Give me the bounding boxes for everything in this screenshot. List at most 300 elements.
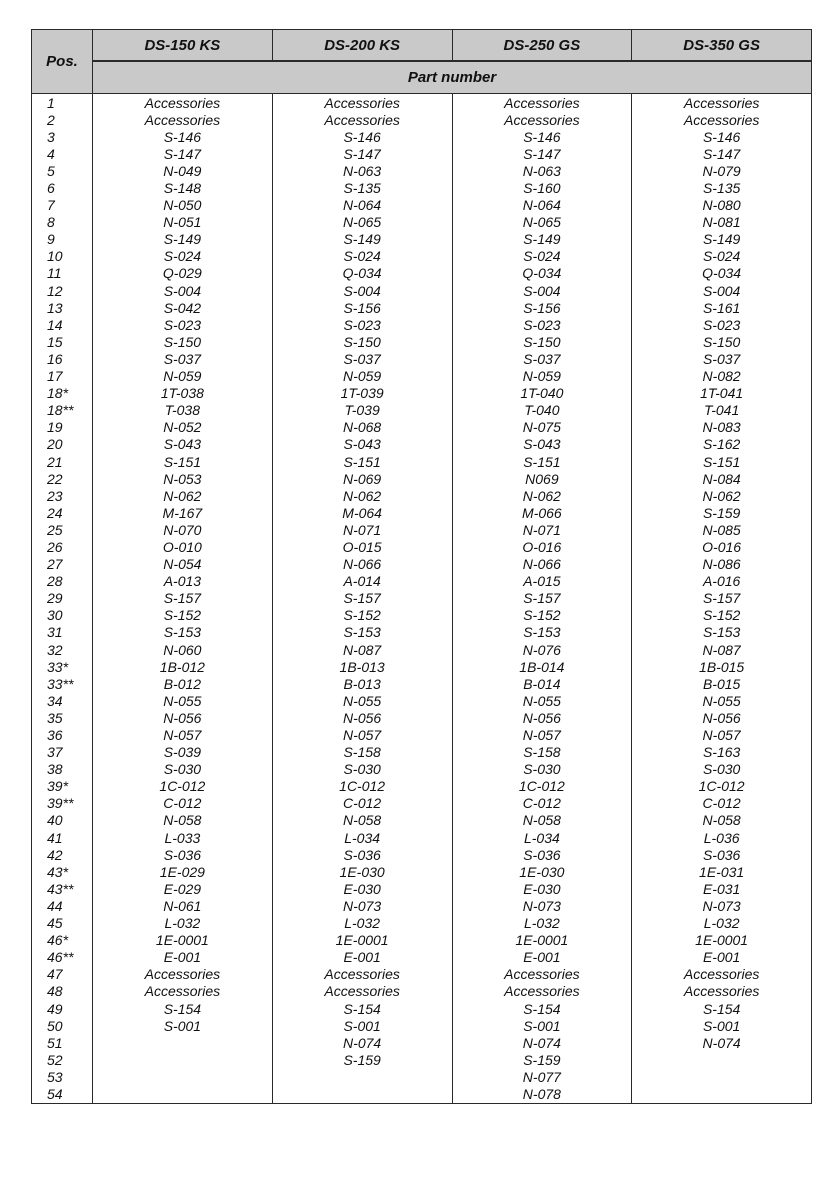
table-row: [32, 915, 812, 932]
pos-cell: 39**: [32, 795, 93, 812]
table-row: [32, 470, 812, 487]
part-number-cell: S-030: [272, 761, 452, 778]
part-number-cell: S-151: [93, 453, 273, 470]
pos-cell: 13: [32, 299, 93, 316]
part-number-cell: 1E-029: [93, 863, 273, 880]
table-row: [32, 726, 812, 743]
part-number-cell: [93, 1085, 273, 1103]
part-number-cell: 1C-012: [452, 778, 632, 795]
table-row: [32, 350, 812, 367]
pos-cell: 38: [32, 761, 93, 778]
pos-cell: 35: [32, 709, 93, 726]
table-row: [32, 299, 812, 316]
table-row: [32, 214, 812, 231]
part-number-cell: S-159: [272, 1051, 452, 1068]
part-number-cell: S-036: [272, 846, 452, 863]
pos-cell: 42: [32, 846, 93, 863]
table-row: [32, 966, 812, 983]
part-number-cell: S-135: [272, 179, 452, 196]
part-number-cell: S-001: [272, 1017, 452, 1034]
part-number-cell: Accessories: [452, 94, 632, 112]
part-number-cell: C-012: [93, 795, 273, 812]
part-number-cell: N-064: [452, 197, 632, 214]
pos-cell: 28: [32, 573, 93, 590]
table-row: [32, 556, 812, 573]
table-row: [32, 1085, 812, 1103]
part-number-cell: N-059: [452, 368, 632, 385]
part-number-cell: T-038: [93, 402, 273, 419]
part-number-cell: S-030: [93, 761, 273, 778]
part-number-cell: S-036: [452, 846, 632, 863]
part-number-cell: E-001: [452, 949, 632, 966]
table-row: [32, 197, 812, 214]
part-number-cell: N-069: [272, 470, 452, 487]
part-number-cell: S-162: [632, 436, 812, 453]
table-row: [32, 402, 812, 419]
part-number-cell: N-056: [452, 709, 632, 726]
part-number-cell: L-034: [452, 829, 632, 846]
part-number-cell: N-081: [632, 214, 812, 231]
part-number-cell: 1E-030: [272, 863, 452, 880]
pos-cell: 29: [32, 590, 93, 607]
part-number-cell: S-159: [452, 1051, 632, 1068]
part-number-cell: A-013: [93, 573, 273, 590]
part-number-cell: N-074: [272, 1034, 452, 1051]
table-row: [32, 538, 812, 555]
part-number-cell: S-146: [452, 128, 632, 145]
part-number-cell: Accessories: [93, 94, 273, 112]
pos-cell: 3: [32, 128, 93, 145]
part-number-cell: B-013: [272, 675, 452, 692]
model-header-ds-200-ks: DS-200 KS: [272, 30, 452, 62]
part-number-cell: N-074: [452, 1034, 632, 1051]
table-row: [32, 573, 812, 590]
part-number-cell: S-001: [452, 1017, 632, 1034]
pos-cell: 43*: [32, 863, 93, 880]
part-number-cell: S-147: [272, 145, 452, 162]
part-number-cell: S-152: [632, 607, 812, 624]
part-number-cell: M-167: [93, 504, 273, 521]
table-row: [32, 316, 812, 333]
table-row: [32, 521, 812, 538]
part-number-cell: N-083: [632, 419, 812, 436]
table-row: [32, 692, 812, 709]
part-number-cell: S-146: [272, 128, 452, 145]
part-number-cell: S-154: [452, 1000, 632, 1017]
table-row: [32, 436, 812, 453]
part-number-cell: N-073: [452, 897, 632, 914]
part-number-cell: S-160: [452, 179, 632, 196]
table-row: [32, 1068, 812, 1085]
pos-cell: 41: [32, 829, 93, 846]
part-number-cell: S-149: [93, 231, 273, 248]
part-number-cell: S-147: [632, 145, 812, 162]
pos-cell: 20: [32, 436, 93, 453]
part-number-cell: N-068: [272, 419, 452, 436]
table-row: [32, 385, 812, 402]
table-row: [32, 1000, 812, 1017]
table-row: [32, 504, 812, 521]
pos-cell: 27: [32, 556, 93, 573]
part-number-cell: N-059: [272, 368, 452, 385]
part-number-cell: N-062: [272, 487, 452, 504]
part-number-cell: 1E-031: [632, 863, 812, 880]
part-number-cell: B-015: [632, 675, 812, 692]
table-row: [32, 179, 812, 196]
table-row: [32, 282, 812, 299]
pos-cell: 33*: [32, 658, 93, 675]
part-number-cell: 1B-014: [452, 658, 632, 675]
part-number-cell: N-057: [452, 726, 632, 743]
part-number-cell: 1T-038: [93, 385, 273, 402]
pos-cell: 1: [32, 94, 93, 112]
part-number-cell: Accessories: [632, 94, 812, 112]
part-number-cell: S-156: [272, 299, 452, 316]
part-number-cell: N-058: [452, 812, 632, 829]
pos-cell: 8: [32, 214, 93, 231]
part-number-cell: Accessories: [452, 111, 632, 128]
table-row: [32, 607, 812, 624]
part-number-cell: N-061: [93, 897, 273, 914]
part-number-cell: N-066: [452, 556, 632, 573]
table-row: [32, 795, 812, 812]
pos-cell: 24: [32, 504, 93, 521]
pos-cell: 49: [32, 1000, 93, 1017]
part-number-cell: 1B-013: [272, 658, 452, 675]
part-number-cell: [272, 1068, 452, 1085]
part-number-cell: N-071: [452, 521, 632, 538]
table-row: [32, 248, 812, 265]
part-number-cell: N-052: [93, 419, 273, 436]
part-number-cell: S-037: [452, 350, 632, 367]
part-number-cell: N-071: [272, 521, 452, 538]
part-number-cell: [272, 1085, 452, 1103]
part-number-cell: S-037: [93, 350, 273, 367]
pos-cell: 16: [32, 350, 93, 367]
part-number-cell: N-064: [272, 197, 452, 214]
part-number-cell: S-157: [452, 590, 632, 607]
part-number-cell: N-054: [93, 556, 273, 573]
table-row: [32, 846, 812, 863]
table-row: [32, 983, 812, 1000]
part-number-cell: [93, 1051, 273, 1068]
table-row: [32, 590, 812, 607]
part-number-cell: S-135: [632, 179, 812, 196]
part-number-cell: S-150: [452, 333, 632, 350]
part-number-cell: S-153: [452, 624, 632, 641]
part-number-cell: S-157: [93, 590, 273, 607]
part-number-cell: S-024: [272, 248, 452, 265]
part-number-cell: S-154: [93, 1000, 273, 1017]
part-number-cell: N-059: [93, 368, 273, 385]
part-number-cell: T-039: [272, 402, 452, 419]
part-number-cell: N-084: [632, 470, 812, 487]
table-row: [32, 368, 812, 385]
pos-cell: 25: [32, 521, 93, 538]
part-number-cell: N-057: [272, 726, 452, 743]
part-number-cell: S-147: [452, 145, 632, 162]
table-row: [32, 487, 812, 504]
part-number-cell: S-157: [272, 590, 452, 607]
part-number-cell: S-023: [632, 316, 812, 333]
part-number-cell: Accessories: [93, 983, 273, 1000]
part-number-cell: N-055: [632, 692, 812, 709]
part-number-cell: S-154: [272, 1000, 452, 1017]
part-number-cell: 1E-0001: [632, 932, 812, 949]
pos-cell: 34: [32, 692, 93, 709]
pos-cell: 26: [32, 538, 93, 555]
table-body: [32, 94, 812, 1104]
pos-cell: 23: [32, 487, 93, 504]
table-row: [32, 812, 812, 829]
part-number-cell: 1C-012: [272, 778, 452, 795]
part-number-cell: L-036: [632, 829, 812, 846]
pos-cell: 6: [32, 179, 93, 196]
table-row: [32, 128, 812, 145]
part-number-cell: Accessories: [452, 966, 632, 983]
table-row: [32, 1034, 812, 1051]
part-number-cell: N-058: [272, 812, 452, 829]
part-number-cell: A-014: [272, 573, 452, 590]
part-number-cell: O-010: [93, 538, 273, 555]
table-header: [32, 30, 812, 94]
part-number-cell: S-153: [93, 624, 273, 641]
part-number-cell: Accessories: [93, 111, 273, 128]
part-number-cell: 1B-015: [632, 658, 812, 675]
part-number-cell: [632, 1068, 812, 1085]
pos-cell: 30: [32, 607, 93, 624]
part-number-cell: C-012: [452, 795, 632, 812]
part-number-cell: S-151: [272, 453, 452, 470]
pos-cell: 51: [32, 1034, 93, 1051]
part-number-cell: E-029: [93, 880, 273, 897]
part-number-cell: N-056: [632, 709, 812, 726]
part-number-cell: N-058: [93, 812, 273, 829]
part-number-cell: Accessories: [632, 983, 812, 1000]
part-number-cell: M-064: [272, 504, 452, 521]
part-number-cell: N-074: [632, 1034, 812, 1051]
pos-cell: 19: [32, 419, 93, 436]
part-number-cell: E-031: [632, 880, 812, 897]
table-row: [32, 641, 812, 658]
part-number-cell: Accessories: [272, 94, 452, 112]
part-number-cell: N-063: [452, 162, 632, 179]
part-number-cell: N-070: [93, 521, 273, 538]
part-number-cell: S-147: [93, 145, 273, 162]
part-number-cell: E-001: [632, 949, 812, 966]
part-number-cell: S-153: [632, 624, 812, 641]
part-number-cell: S-151: [452, 453, 632, 470]
part-number-cell: N-056: [272, 709, 452, 726]
table-row: [32, 744, 812, 761]
pos-cell: 46*: [32, 932, 93, 949]
pos-cell: 18*: [32, 385, 93, 402]
part-number-cell: S-043: [93, 436, 273, 453]
part-number-cell: S-036: [632, 846, 812, 863]
pos-cell: 15: [32, 333, 93, 350]
part-number-cell: 1E-0001: [452, 932, 632, 949]
part-number-cell: S-153: [272, 624, 452, 641]
part-number-cell: S-037: [272, 350, 452, 367]
part-number-cell: S-024: [632, 248, 812, 265]
part-number-cell: O-016: [452, 538, 632, 555]
part-number-cell: Accessories: [272, 983, 452, 1000]
part-number-cell: N-085: [632, 521, 812, 538]
pos-cell: 14: [32, 316, 93, 333]
part-number-cell: S-004: [452, 282, 632, 299]
part-number-cell: E-001: [93, 949, 273, 966]
model-header-ds-150-ks: DS-150 KS: [93, 30, 273, 62]
part-number-table: [31, 29, 812, 1104]
table-row: [32, 1051, 812, 1068]
part-number-cell: Accessories: [272, 966, 452, 983]
part-number-cell: N-065: [272, 214, 452, 231]
table-row: [32, 761, 812, 778]
part-number-cell: [632, 1051, 812, 1068]
part-number-cell: 1C-012: [632, 778, 812, 795]
part-number-cell: N-080: [632, 197, 812, 214]
part-number-cell: A-015: [452, 573, 632, 590]
part-number-cell: O-015: [272, 538, 452, 555]
table-row: [32, 265, 812, 282]
part-number-cell: S-158: [452, 744, 632, 761]
table-row: [32, 145, 812, 162]
table-row: [32, 658, 812, 675]
model-header-ds-350-gs: DS-350 GS: [632, 30, 812, 62]
part-number-cell: S-030: [452, 761, 632, 778]
pos-cell: 31: [32, 624, 93, 641]
part-number-cell: L-032: [93, 915, 273, 932]
part-number-cell: 1E-0001: [93, 932, 273, 949]
part-number-cell: S-161: [632, 299, 812, 316]
part-number-cell: S-036: [93, 846, 273, 863]
part-number-cell: S-149: [452, 231, 632, 248]
part-number-cell: A-016: [632, 573, 812, 590]
part-number-cell: S-151: [632, 453, 812, 470]
part-number-cell: L-033: [93, 829, 273, 846]
pos-cell: 33**: [32, 675, 93, 692]
part-number-cell: Accessories: [632, 966, 812, 983]
part-number-cell: N-087: [272, 641, 452, 658]
part-number-cell: L-032: [632, 915, 812, 932]
part-number-cell: N-086: [632, 556, 812, 573]
part-number-cell: [93, 1034, 273, 1051]
part-number-cell: B-012: [93, 675, 273, 692]
part-number-cell: Q-029: [93, 265, 273, 282]
pos-cell: 2: [32, 111, 93, 128]
part-number-cell: L-032: [452, 915, 632, 932]
part-number-cell: N069: [452, 470, 632, 487]
part-number-cell: Accessories: [272, 111, 452, 128]
table-row: [32, 453, 812, 470]
pos-cell: 10: [32, 248, 93, 265]
part-number-cell: Q-034: [452, 265, 632, 282]
part-number-cell: N-062: [93, 487, 273, 504]
part-number-cell: S-042: [93, 299, 273, 316]
part-number-cell: S-154: [632, 1000, 812, 1017]
pos-cell: 22: [32, 470, 93, 487]
part-number-cell: 1E-030: [452, 863, 632, 880]
pos-cell: 7: [32, 197, 93, 214]
part-number-cell: Accessories: [452, 983, 632, 1000]
table-row: [32, 778, 812, 795]
table-row: [32, 624, 812, 641]
part-number-cell: S-004: [272, 282, 452, 299]
part-number-cell: N-065: [452, 214, 632, 231]
part-number-cell: S-159: [632, 504, 812, 521]
part-number-cell: S-001: [93, 1017, 273, 1034]
part-number-cell: L-032: [272, 915, 452, 932]
pos-cell: 48: [32, 983, 93, 1000]
part-number-cell: S-023: [272, 316, 452, 333]
pos-cell: 46**: [32, 949, 93, 966]
pos-cell: 52: [32, 1051, 93, 1068]
pos-cell: 4: [32, 145, 93, 162]
part-number-cell: S-043: [272, 436, 452, 453]
part-number-cell: N-055: [452, 692, 632, 709]
part-number-cell: S-037: [632, 350, 812, 367]
part-number-cell: Q-034: [632, 265, 812, 282]
part-number-cell: O-016: [632, 538, 812, 555]
pos-cell: 53: [32, 1068, 93, 1085]
part-number-cell: 1C-012: [93, 778, 273, 795]
part-number-cell: N-049: [93, 162, 273, 179]
pos-cell: 21: [32, 453, 93, 470]
part-number-cell: N-055: [272, 692, 452, 709]
part-number-cell: N-066: [272, 556, 452, 573]
table-row: [32, 709, 812, 726]
part-number-cell: S-150: [632, 333, 812, 350]
part-number-cell: L-034: [272, 829, 452, 846]
part-number-cell: N-077: [452, 1068, 632, 1085]
part-number-cell: Accessories: [632, 111, 812, 128]
part-number-cell: N-073: [272, 897, 452, 914]
pos-cell: 43**: [32, 880, 93, 897]
part-number-cell: N-062: [632, 487, 812, 504]
part-number-cell: S-158: [272, 744, 452, 761]
pos-cell: 18**: [32, 402, 93, 419]
part-number-cell: S-150: [272, 333, 452, 350]
part-number-cell: S-146: [632, 128, 812, 145]
part-number-cell: S-030: [632, 761, 812, 778]
pos-cell: 5: [32, 162, 93, 179]
part-number-cell: [93, 1068, 273, 1085]
part-number-cell: N-056: [93, 709, 273, 726]
table-row: [32, 897, 812, 914]
part-number-cell: N-050: [93, 197, 273, 214]
part-number-cell: N-060: [93, 641, 273, 658]
part-number-cell: E-001: [272, 949, 452, 966]
part-number-cell: S-150: [93, 333, 273, 350]
pos-column-header: Pos.: [32, 30, 93, 94]
part-number-cell: N-057: [93, 726, 273, 743]
part-number-cell: S-004: [632, 282, 812, 299]
pos-cell: 17: [32, 368, 93, 385]
part-number-cell: N-078: [452, 1085, 632, 1103]
part-number-cell: S-163: [632, 744, 812, 761]
pos-cell: 32: [32, 641, 93, 658]
table-row: [32, 1017, 812, 1034]
table-row: [32, 880, 812, 897]
part-number-cell: S-024: [452, 248, 632, 265]
part-number-cell: N-076: [452, 641, 632, 658]
pos-cell: 37: [32, 744, 93, 761]
part-number-cell: Q-034: [272, 265, 452, 282]
part-number-cell: C-012: [632, 795, 812, 812]
table-row: [32, 829, 812, 846]
table-row: [32, 675, 812, 692]
part-number-cell: N-082: [632, 368, 812, 385]
